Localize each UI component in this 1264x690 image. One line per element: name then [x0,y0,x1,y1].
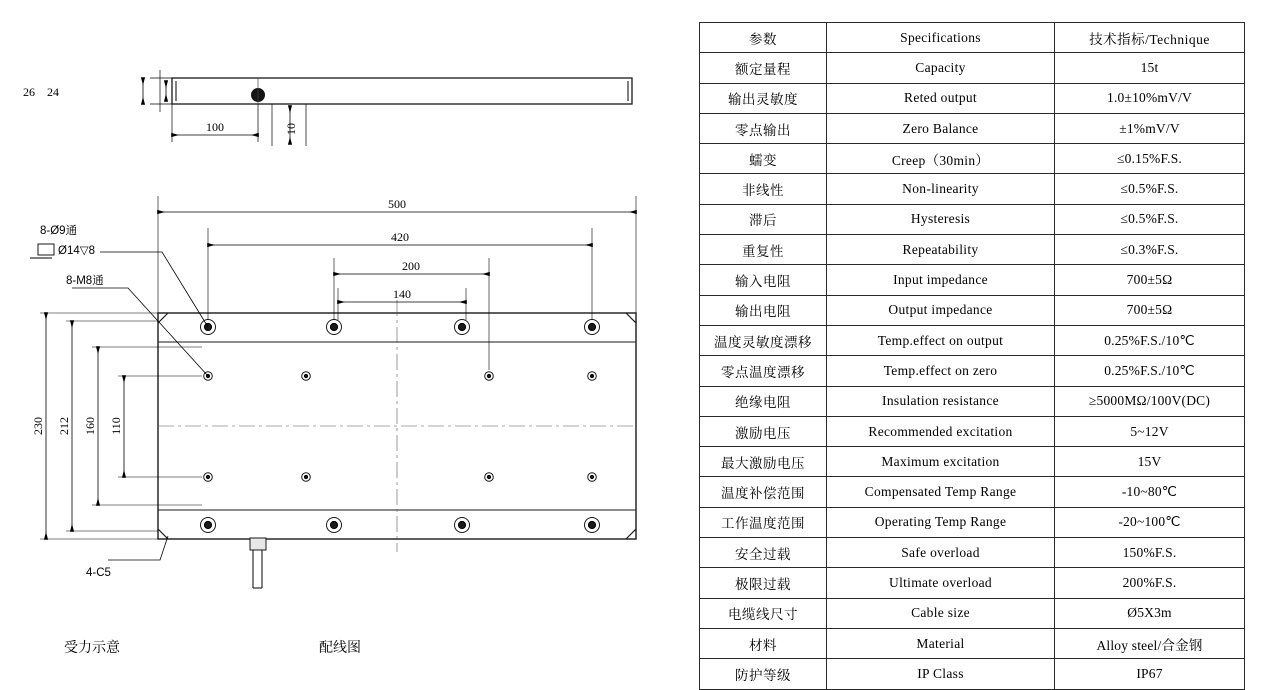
row-param-en: Material [827,628,1055,658]
row-param-cn: 安全过载 [700,538,827,568]
chamfer-callout: 4-C5 [86,567,111,579]
row-param-value: IP67 [1055,659,1245,689]
table-header-row [700,23,1245,53]
row-param-en: Operating Temp Range [827,507,1055,537]
row-param-en: Insulation resistance [827,386,1055,416]
row-param-value: 5~12V [1055,416,1245,446]
table-row [700,265,1245,295]
row-param-value: Ø5X3m [1055,598,1245,628]
row-param-en: Repeatability [827,235,1055,265]
table-row [700,416,1245,446]
row-param-cn: 输入电阻 [700,265,827,295]
row-param-value: ≥5000MΩ/100V(DC) [1055,386,1245,416]
dim-212: 212 [57,417,71,435]
row-param-cn: 输出灵敏度 [700,83,827,113]
dim-140: 140 [393,287,411,301]
row-param-value: 0.25%F.S./10℃ [1055,325,1245,355]
caption-wiring-diagram: 配线图 [319,639,361,655]
row-param-en: IP Class [827,659,1055,689]
row-param-cn: 极限过载 [700,568,827,598]
row-param-en: Output impedance [827,295,1055,325]
row-param-cn: 滞后 [700,204,827,234]
spec-table-body [700,23,1245,690]
table-row [700,235,1245,265]
row-param-value: 700±5Ω [1055,265,1245,295]
row-param-cn: 零点温度漂移 [700,356,827,386]
table-row [700,386,1245,416]
row-param-en: Hysteresis [827,204,1055,234]
row-param-cn: 材料 [700,628,827,658]
table-row [700,83,1245,113]
caption-force-diagram: 受力示意 [64,639,120,655]
dim-160: 160 [83,417,97,435]
dim-10: 10 [284,123,298,135]
row-param-cn: 激励电压 [700,416,827,446]
hole-callout-line2: Ø14▽8 [58,245,95,257]
column-header-specifications: Specifications [827,23,1055,53]
row-param-cn: 温度补偿范围 [700,477,827,507]
row-param-cn: 输出电阻 [700,295,827,325]
table-row [700,598,1245,628]
hole-callout-line1: 8-Ø9通 [40,225,78,237]
row-param-cn: 防护等级 [700,659,827,689]
row-param-value: ±1%mV/V [1055,113,1245,143]
table-row [700,113,1245,143]
row-param-en: Creep（30min） [827,144,1055,174]
table-row [700,659,1245,689]
row-param-cn: 非线性 [700,174,827,204]
row-param-cn: 蠕变 [700,144,827,174]
row-param-en: Recommended excitation [827,416,1055,446]
row-param-value: 200%F.S. [1055,568,1245,598]
table-row [700,568,1245,598]
row-param-cn: 额定量程 [700,53,827,83]
table-row [700,477,1245,507]
table-row [700,144,1245,174]
row-param-value: 0.25%F.S./10℃ [1055,356,1245,386]
table-row [700,538,1245,568]
thread-callout: 8-M8通 [66,275,104,287]
column-header-parameter: 参数 [700,23,827,53]
dim-230: 230 [31,417,45,435]
row-param-value: -20~100℃ [1055,507,1245,537]
table-row [700,356,1245,386]
row-param-cn: 电缆线尺寸 [700,598,827,628]
table-row [700,204,1245,234]
row-param-cn: 工作温度范围 [700,507,827,537]
table-row [700,325,1245,355]
row-param-en: Safe overload [827,538,1055,568]
column-header-technique: 技术指标/Technique [1055,23,1245,53]
row-param-value: 15t [1055,53,1245,83]
dim-200: 200 [402,259,420,273]
row-param-value: 1.0±10%mV/V [1055,83,1245,113]
row-param-value: ≤0.5%F.S. [1055,174,1245,204]
row-param-en: Maximum excitation [827,447,1055,477]
table-row [700,507,1245,537]
row-param-value: ≤0.5%F.S. [1055,204,1245,234]
dim-24: 24 [47,85,59,99]
row-param-value: ≤0.15%F.S. [1055,144,1245,174]
row-param-value: 150%F.S. [1055,538,1245,568]
row-param-value: ≤0.3%F.S. [1055,235,1245,265]
table-row [700,628,1245,658]
row-param-en: Non-linearity [827,174,1055,204]
table-row [700,447,1245,477]
dim-110: 110 [109,417,123,435]
row-param-en: Temp.effect on output [827,325,1055,355]
row-param-en: Reted output [827,83,1055,113]
dim-100: 100 [206,120,224,134]
row-param-value: 700±5Ω [1055,295,1245,325]
specification-table [699,22,1245,690]
row-param-en: Zero Balance [827,113,1055,143]
dim-500: 500 [388,197,406,211]
row-param-en: Ultimate overload [827,568,1055,598]
row-param-en: Compensated Temp Range [827,477,1055,507]
row-param-value: -10~80℃ [1055,477,1245,507]
row-param-value: Alloy steel/合金钢 [1055,628,1245,658]
row-param-en: Input impedance [827,265,1055,295]
table-row [700,295,1245,325]
dim-26: 26 [23,85,35,99]
row-param-value: 15V [1055,447,1245,477]
row-param-cn: 绝缘电阻 [700,386,827,416]
row-param-en: Temp.effect on zero [827,356,1055,386]
row-param-cn: 最大激励电压 [700,447,827,477]
row-param-cn: 重复性 [700,235,827,265]
table-row [700,53,1245,83]
row-param-en: Cable size [827,598,1055,628]
row-param-cn: 温度灵敏度漂移 [700,325,827,355]
row-param-en: Capacity [827,53,1055,83]
table-row [700,174,1245,204]
dim-420: 420 [391,230,409,244]
row-param-cn: 零点输出 [700,113,827,143]
